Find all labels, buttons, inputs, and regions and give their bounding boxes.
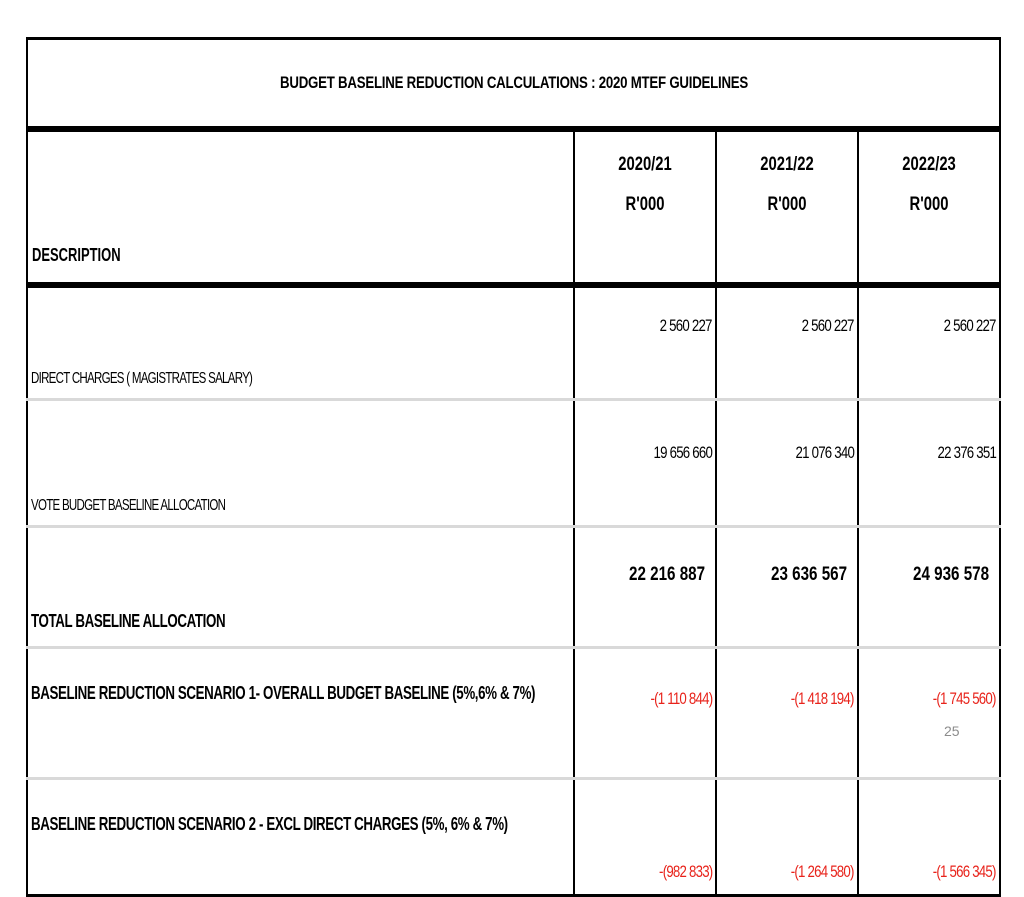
unit-label: R'000: [909, 194, 949, 215]
negative-value: -(1 745 560): [933, 689, 997, 708]
value-cell: [858, 285, 1000, 400]
page-number: 25: [944, 723, 960, 739]
negative-value: -(1 110 844): [650, 689, 712, 708]
value-cell: [574, 779, 716, 896]
year-header-2022-23: [858, 129, 1000, 285]
table-row-scenario-1: [27, 648, 1000, 779]
value: 2 560 227: [802, 316, 854, 335]
row-description: BASELINE REDUCTION SCENARIO 2 - EXCL DIRECT CHARGES (5%, 6% & 7%): [31, 814, 508, 834]
year-label: 2020/21: [618, 154, 672, 175]
value-cell: [858, 400, 1000, 527]
year-label: 2021/22: [760, 154, 814, 175]
value-cell: [574, 527, 716, 648]
value: 22 216 887: [628, 564, 705, 585]
value: 19 656 660: [653, 443, 712, 462]
row-description: BASELINE REDUCTION SCENARIO 1- OVERALL BUDGET BASELINE (5%,6% & 7%): [31, 683, 536, 703]
value-cell: [858, 779, 1000, 896]
value-cell: [716, 285, 858, 400]
unit-label: R'000: [767, 194, 807, 215]
table-row-direct-charges: [27, 285, 1000, 400]
value-cell: [574, 285, 716, 400]
description-header: DESCRIPTION: [32, 245, 121, 265]
table-title-cell: [27, 39, 1000, 130]
value-cell: [574, 400, 716, 527]
negative-value: -(1 418 194): [791, 689, 854, 708]
row-description-cell: [27, 527, 574, 648]
year-header-2021-22: [716, 129, 858, 285]
unit-label: R'000: [625, 194, 665, 215]
row-description: TOTAL BASELINE ALLOCATION: [31, 611, 226, 631]
table-row-vote-budget: [27, 400, 1000, 527]
value-cell: [716, 527, 858, 648]
value-cell: [716, 779, 858, 896]
description-header-cell: [27, 129, 574, 285]
negative-value: -(1 566 345): [933, 862, 997, 881]
row-description-cell: [27, 285, 574, 400]
table-title: BUDGET BASELINE REDUCTION CALCULATIONS : 2020 MTEF GUIDELINES: [279, 73, 748, 92]
value-cell: [716, 400, 858, 527]
year-label: 2022/23: [902, 154, 956, 175]
value: 22 376 351: [937, 443, 997, 462]
value: 24 936 578: [912, 564, 990, 585]
year-header-2020-21: [574, 129, 716, 285]
value: 2 560 227: [944, 316, 997, 335]
value-cell: [858, 648, 1000, 779]
budget-table: [26, 37, 1001, 897]
row-description: DIRECT CHARGES ( MAGISTRATES SALARY): [31, 370, 253, 387]
value-cell: [716, 648, 858, 779]
value: 21 076 340: [795, 443, 854, 462]
value: 2 560 227: [660, 316, 712, 335]
table-title-row: [27, 39, 1000, 130]
row-description-cell: [27, 779, 574, 896]
negative-value: -(1 264 580): [791, 862, 854, 881]
table-header-row: [27, 129, 1000, 285]
table-row-scenario-2: [27, 779, 1000, 896]
value-cell: [858, 527, 1000, 648]
value: 23 636 567: [770, 564, 847, 585]
row-description: VOTE BUDGET BASELINE ALLOCATION: [31, 497, 226, 514]
value-cell: [574, 648, 716, 779]
row-description-cell: [27, 400, 574, 527]
table-row-total-baseline: [27, 527, 1000, 648]
row-description-cell: [27, 648, 574, 779]
negative-value: -(982 833): [658, 862, 712, 881]
